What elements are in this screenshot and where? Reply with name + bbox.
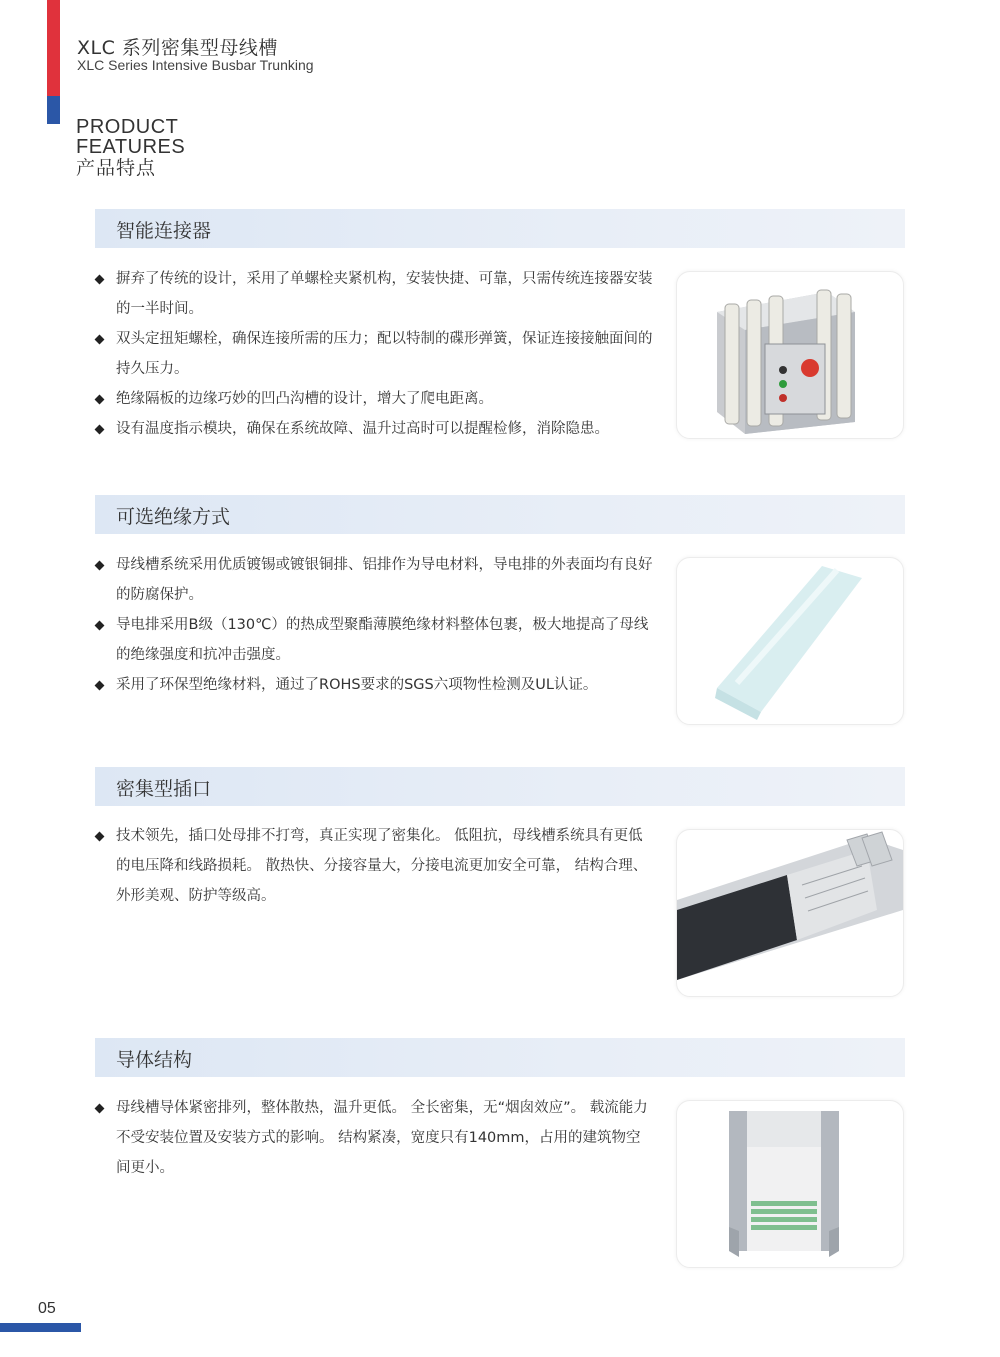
plug-in-unit-image <box>676 829 904 997</box>
bullet-list-conductor <box>95 1093 655 1183</box>
page-title-cn: XLC 系列密集型母线槽 <box>77 37 278 59</box>
page-title-en: XLC Series Intensive Busbar Trunking <box>77 57 314 73</box>
section-title: 智能连接器 <box>116 220 212 242</box>
page-number: 05 <box>38 1300 56 1317</box>
bullet-list-connector <box>95 264 655 444</box>
bullet-item: 双头定扭矩螺栓，确保连接所需的压力；配以特制的碟形弹簧，保证连接接触面间的持久压力。 <box>95 324 655 384</box>
bullet-item: 导电排采用B级（130℃）的热成型聚酯薄膜绝缘材料整体包裹，极大地提高了母线的绝缘强度和抗冲击强度。 <box>95 610 655 670</box>
section-title: 可选绝缘方式 <box>116 506 231 528</box>
section-title: 密集型插口 <box>116 778 212 800</box>
section-title: 导体结构 <box>116 1049 193 1071</box>
features-heading-cn: 产品特点 <box>76 157 157 179</box>
bullet-item: 摒弃了传统的设计，采用了单螺栓夹紧机构，安装快捷、可靠，只需传统连接器安装的一半时间。 <box>95 264 655 324</box>
bullet-list-insulation <box>95 550 655 700</box>
bullet-item: 采用了环保型绝缘材料，通过了ROHS要求的SGS六项物性检测及UL认证。 <box>95 670 655 700</box>
section-header-insulation <box>95 495 905 534</box>
insulated-busbar-image <box>676 557 904 725</box>
conductor-structure-image <box>676 1100 904 1268</box>
bullet-item: 设有温度指示模块，确保在系统故障、温升过高时可以提醒检修，消除隐患。 <box>95 414 655 444</box>
bullet-item: 绝缘隔板的边缘巧妙的凹凸沟槽的设计，增大了爬电距离。 <box>95 384 655 414</box>
footer-accent-line <box>0 1323 81 1332</box>
bullet-item: 母线槽导体紧密排列，整体散热，温升更低。 全长密集，无“烟囱效应”。 载流能力不受安装位置及安装方式的影响。 结构紧凑，宽度只有140mm，占用的建筑物空间更小。 <box>95 1093 655 1183</box>
features-heading-en-2: FEATURES <box>76 136 186 158</box>
bullet-item: 技术领先，插口处母排不打弯，真正实现了密集化。 低阻抗，母线槽系统具有更低的电压降和线路损耗。 散热快、分接容量大，分接电流更加安全可靠， 结构合理、外形美观、防护等级高。 <box>95 821 655 911</box>
bullet-item: 母线槽系统采用优质镀锡或镀银铜排、铝排作为导电材料，导电排的外表面均有良好的防腐保护。 <box>95 550 655 610</box>
accent-bar-blue <box>47 96 60 124</box>
section-header-plug-in <box>95 767 905 806</box>
connector-product-image <box>676 271 904 439</box>
bullet-list-plug-in <box>95 821 655 911</box>
features-heading <box>76 117 185 178</box>
accent-bar-red <box>47 0 60 96</box>
section-header-connector <box>95 209 905 248</box>
section-header-conductor <box>95 1038 905 1077</box>
features-heading-en-1: PRODUCT <box>76 116 179 138</box>
